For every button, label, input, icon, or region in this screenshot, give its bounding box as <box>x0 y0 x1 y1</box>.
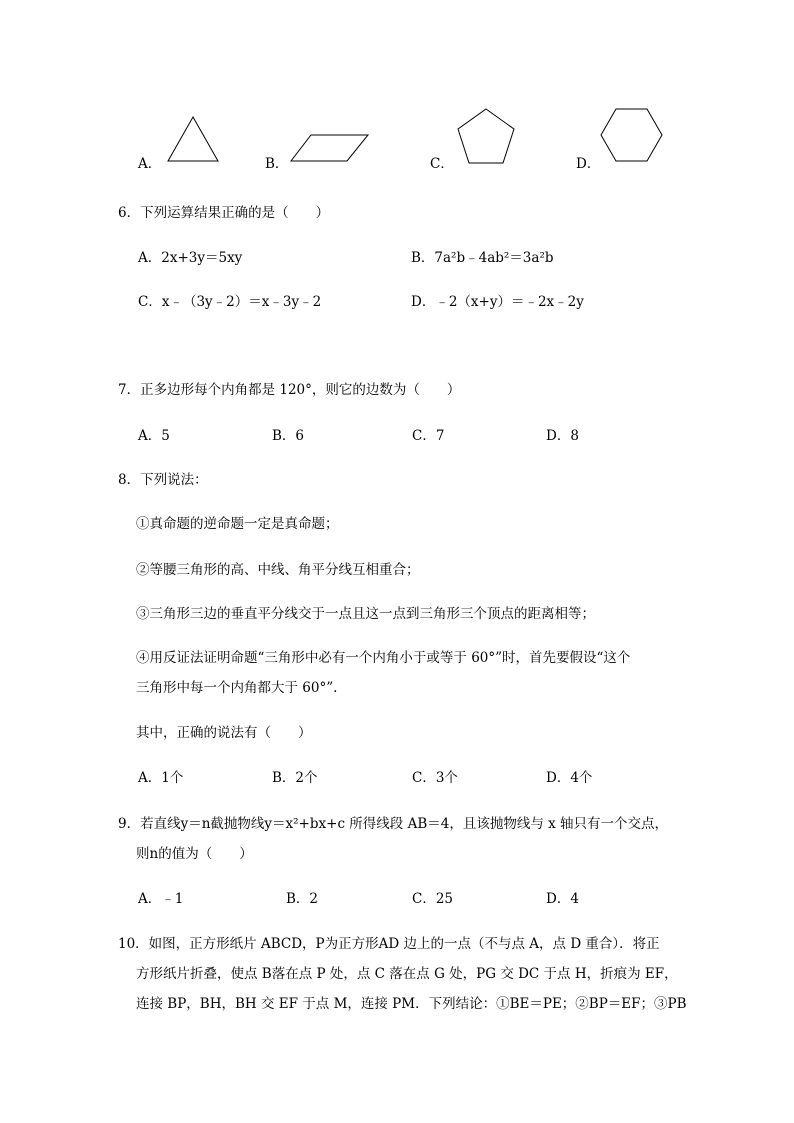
q7-stem: 7．正多边形每个内角都是 120°，则它的边数为（ ） <box>118 382 461 398</box>
q7-option-c: C．7 <box>412 428 445 444</box>
q9-stem-line2: 则n的值为（ ） <box>136 846 253 862</box>
q7-option-a: A．5 <box>138 428 170 444</box>
q6-option-c: C．x﹣（3y﹣2）＝x﹣3y﹣2 <box>138 294 322 310</box>
q10-line1: 10．如图，正方形纸片 ABCD，P为正方形AD 边上的一点（不与点 A，点 D 重合）．将正 <box>118 936 660 952</box>
q9-option-d: D．4 <box>546 891 579 907</box>
q8-question: 其中，正确的说法有（ ） <box>136 725 312 741</box>
q8-statement-2: ②等腰三角形的高、中线、角平分线互相重合； <box>136 562 420 578</box>
q6-option-b: B．7a²b﹣4ab²＝3a²b <box>411 250 554 266</box>
q8-option-c: C．3个 <box>412 770 458 786</box>
option-d-label: D． <box>576 156 601 172</box>
q10-line3: 连接 BP，BH，BH 交 EF 于点 M，连接 PM．下列结论：①BE＝PE；②BP＝EF；③PB <box>136 996 687 1012</box>
q9-option-c: C．25 <box>412 891 454 907</box>
q8-statement-4-line2: 三角形中每一个内角都大于 60°”. <box>136 680 338 696</box>
q8-statement-4-line1: ④用反证法证明命题“三角形中必有一个内角小于或等于 60°”时，首先要假设“这个 <box>136 650 631 666</box>
q9-option-b: B．2 <box>286 891 319 907</box>
q8-option-d: D．4个 <box>546 770 593 786</box>
q8-option-a: A．1个 <box>138 770 184 786</box>
q8-statement-3: ③三角形三边的垂直平分线交于一点且这一点到三角形三个顶点的距离相等； <box>136 606 595 622</box>
q10-line2: 方形纸片折叠，使点 B落在点 P 处，点 C 落在点 G 处，PG 交 DC 于点 H，折痕为 EF， <box>136 966 678 982</box>
q6-option-d: D．﹣2（x+y）＝﹣2x﹣2y <box>411 294 584 310</box>
q6-stem: 6．下列运算结果正确的是（ ） <box>118 205 330 221</box>
option-b-label: B． <box>265 156 289 172</box>
q7-option-b: B．6 <box>272 428 305 444</box>
hexagon-icon <box>600 107 664 163</box>
q8-stem: 8．下列说法： <box>118 472 208 488</box>
q8-option-b: B．2个 <box>272 770 318 786</box>
q9-stem-line1: 9．若直线y＝n截抛物线y＝x²+bx+c 所得线段 AB＝4，且该抛物线与 x 轴只有一个交点， <box>118 816 669 832</box>
q9-option-a: A．﹣1 <box>138 891 184 907</box>
q8-statement-1: ①真命题的逆命题一定是真命题； <box>136 516 339 532</box>
q7-option-d: D．8 <box>546 428 579 444</box>
option-a-label: A． <box>138 156 162 172</box>
pentagon-icon <box>455 107 517 165</box>
parallelogram-icon <box>290 133 370 163</box>
q6-option-a: A．2x+3y＝5xy <box>138 250 243 266</box>
triangle-icon <box>166 115 220 163</box>
option-c-label: C． <box>430 156 454 172</box>
